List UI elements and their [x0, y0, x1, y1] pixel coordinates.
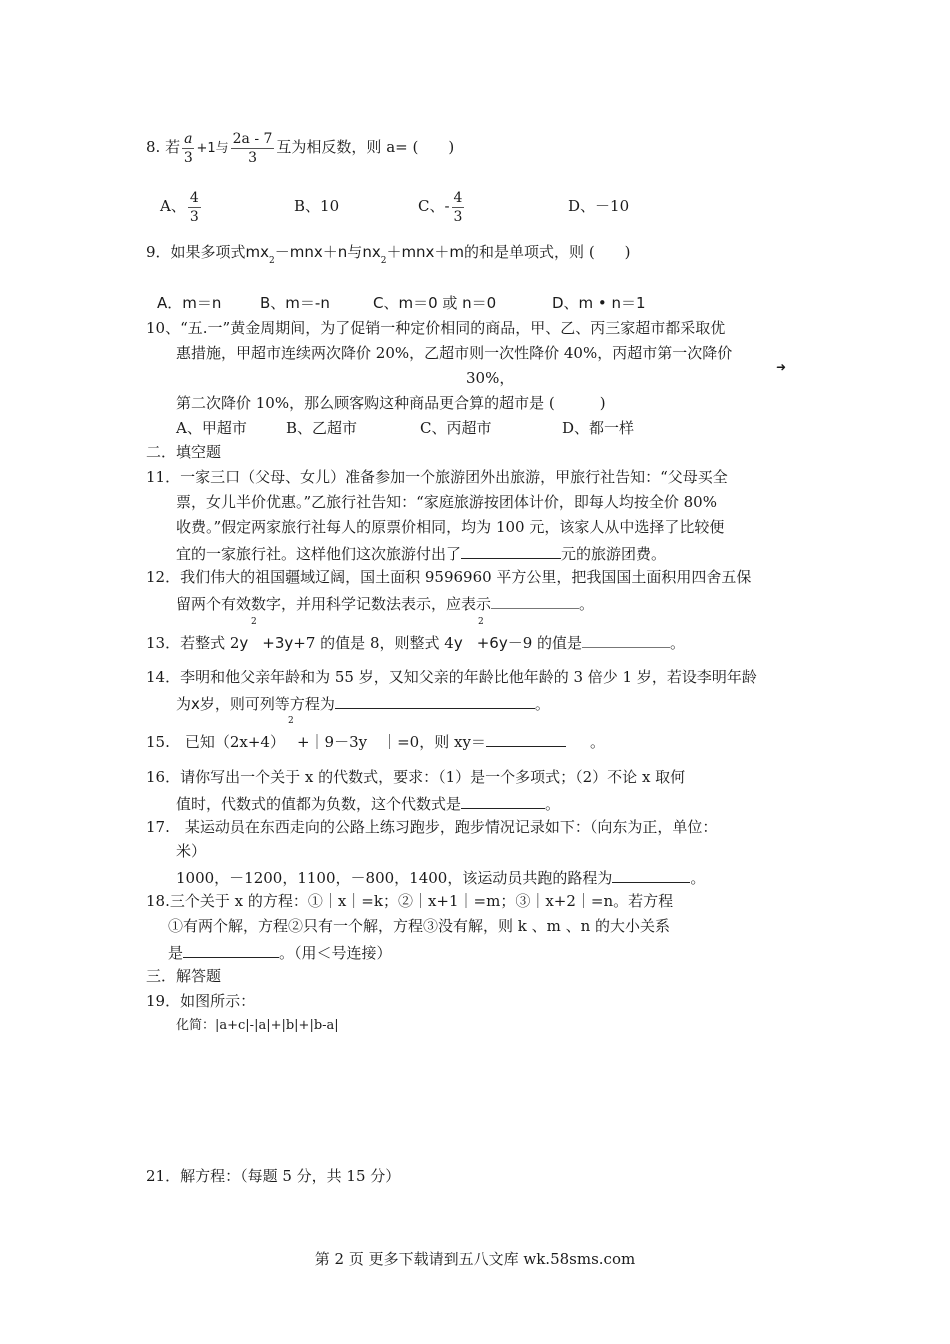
q18-answer-blank[interactable]: [183, 941, 279, 958]
q10-opt-d: D、都一样: [562, 419, 635, 437]
q12-line-2: 留两个有效数字，并用科学记数法表示，应表示 。: [176, 592, 594, 614]
q13-sup-2: 2: [478, 617, 484, 627]
q8-fraction-1: $\frac{a}{3}$: [183, 130, 193, 166]
q8-opt-a: A、 $\frac{4}{3}$: [160, 189, 199, 225]
q9-opt-c: C、m＝0 或 n＝0: [373, 294, 497, 312]
q8-opt-c: C、- $\frac{4}{3}$: [418, 189, 463, 225]
q8-line: [146, 127, 454, 169]
q9-opt-b: B、m＝-n: [260, 294, 330, 312]
q13-answer-blank[interactable]: [582, 631, 670, 648]
q10-line-3: 30%，: [466, 369, 515, 387]
q8-fraction-2: $\frac{2a - 7}{3}$: [232, 130, 273, 166]
q9-opt-d: D、m • n＝1: [552, 294, 646, 312]
q11-line-3: 收费。”假定两家旅行社每人的原票价相同，均为 100 元，该家人从中选择了比较便: [176, 518, 725, 536]
q8-suffix: 互为相反数，则 a= ( ): [276, 138, 455, 156]
q19-line-1: 19．如图所示：: [146, 992, 256, 1010]
q17-line-2: 米）: [176, 842, 207, 860]
q8-opt-b: B、10: [294, 197, 340, 215]
section-2-heading: 二．填空题: [146, 443, 222, 461]
q16-line-1: 16．请你写出一个关于 x 的代数式，要求：（1）是一个多项式；（2）不论 x 取何: [146, 768, 686, 786]
q19-line-2: 化简：|a+c|-|a|+|b|+|b-a|: [176, 1018, 339, 1033]
q17-line-1: 17. 某运动员在东西走向的公路上练习跑步，跑步情况记录如下：（向东为正，单位：: [146, 818, 718, 836]
q16-answer-blank[interactable]: [461, 792, 545, 809]
q12-line-1: 12．我们伟大的祖国疆域辽阔，国土面积 9596960 平方公里，把我国国土面积用四舍五保: [146, 568, 752, 586]
q11-line-2: 票，女儿半价优惠。”乙旅行社告知：“家庭旅游按团体计价，即每人均按全价 80%: [176, 493, 717, 511]
page-footer: 第 2 页 更多下载请到五八文库 wk.58sms.com: [314, 1250, 636, 1268]
q8-plus: +1与: [196, 141, 229, 156]
q14-line-1: 14．李明和他父亲年龄和为 55 岁，又知父亲的年龄比他年龄的 3 倍少 1 岁，若设李明年龄: [146, 668, 757, 686]
q9-line: 9．如果多项式$mx_2-mnx+n$与$nx_2+mnx+m$的和是单项式，则 ( ): [146, 243, 631, 266]
q15-sup: 2: [288, 716, 294, 726]
q14-line-2: 为x岁，则可列等方程为 。: [176, 692, 550, 714]
section-3-heading: 三．解答题: [146, 967, 222, 985]
q13-sup-1: 2: [251, 617, 257, 627]
q8-prefix: 8. 若: [146, 138, 181, 156]
q9-opt-a: A．m＝n: [157, 294, 222, 312]
q18-line-2: ①有两个解，方程②只有一个解，方程③没有解，则 k 、m 、n 的大小关系: [168, 917, 671, 935]
q11-answer-blank[interactable]: [461, 542, 561, 559]
q18-line-3: 是 。（用＜号连接）: [168, 941, 392, 963]
q17-line-3: 1000，－1200，1100，－800，1400，该运动员共跑的路程为 。: [176, 866, 705, 888]
q10-opt-a: A、甲超市: [176, 419, 247, 437]
q15-line: 15. 已知（2x+4） +｜9－3y ｜=0，则 xy＝ 。: [146, 730, 605, 752]
q8-opt-d: D、－10: [568, 197, 630, 215]
q16-line-2: 值时，代数式的值都为负数，这个代数式是 。: [176, 792, 560, 814]
q18-line-1: 18.三个关于 x 的方程：①｜x｜=k；②｜x+1｜=m；③｜x+2｜=n。若方程: [146, 892, 674, 910]
q10-line-1: 10、“五.一”黄金周期间，为了促销一种定价相同的商品，甲、乙、丙三家超市都采取优: [146, 319, 726, 337]
q21-line: 21．解方程：（每题 5 分，共 15 分）: [146, 1167, 401, 1185]
arrow-icon: ➜: [776, 360, 787, 374]
q10-opt-b: B、乙超市: [286, 419, 358, 437]
q12-answer-blank[interactable]: [491, 592, 579, 609]
q17-answer-blank[interactable]: [612, 866, 690, 883]
q10-opt-c: C、丙超市: [420, 419, 492, 437]
q13-line: 13．若整式 2y +3y+7 的值是 8，则整式 4y +6y－9 的值是 。: [146, 631, 685, 653]
q10-line-4: 第二次降价 10%，那么顾客购这种商品更合算的超市是 ( ): [176, 394, 606, 412]
q14-answer-blank[interactable]: [335, 692, 535, 709]
q10-line-2: 惠措施，甲超市连续两次降价 20%，乙超市则一次性降价 40%，丙超市第一次降价: [176, 344, 733, 362]
q11-line-1: 11．一家三口（父母、女儿）准备参加一个旅游团外出旅游，甲旅行社告知：“父母买全: [146, 468, 728, 486]
q15-answer-blank[interactable]: [486, 730, 566, 747]
q11-line-4: 宜的一家旅行社。这样他们这次旅游付出了 元的旅游团费。: [176, 542, 666, 564]
